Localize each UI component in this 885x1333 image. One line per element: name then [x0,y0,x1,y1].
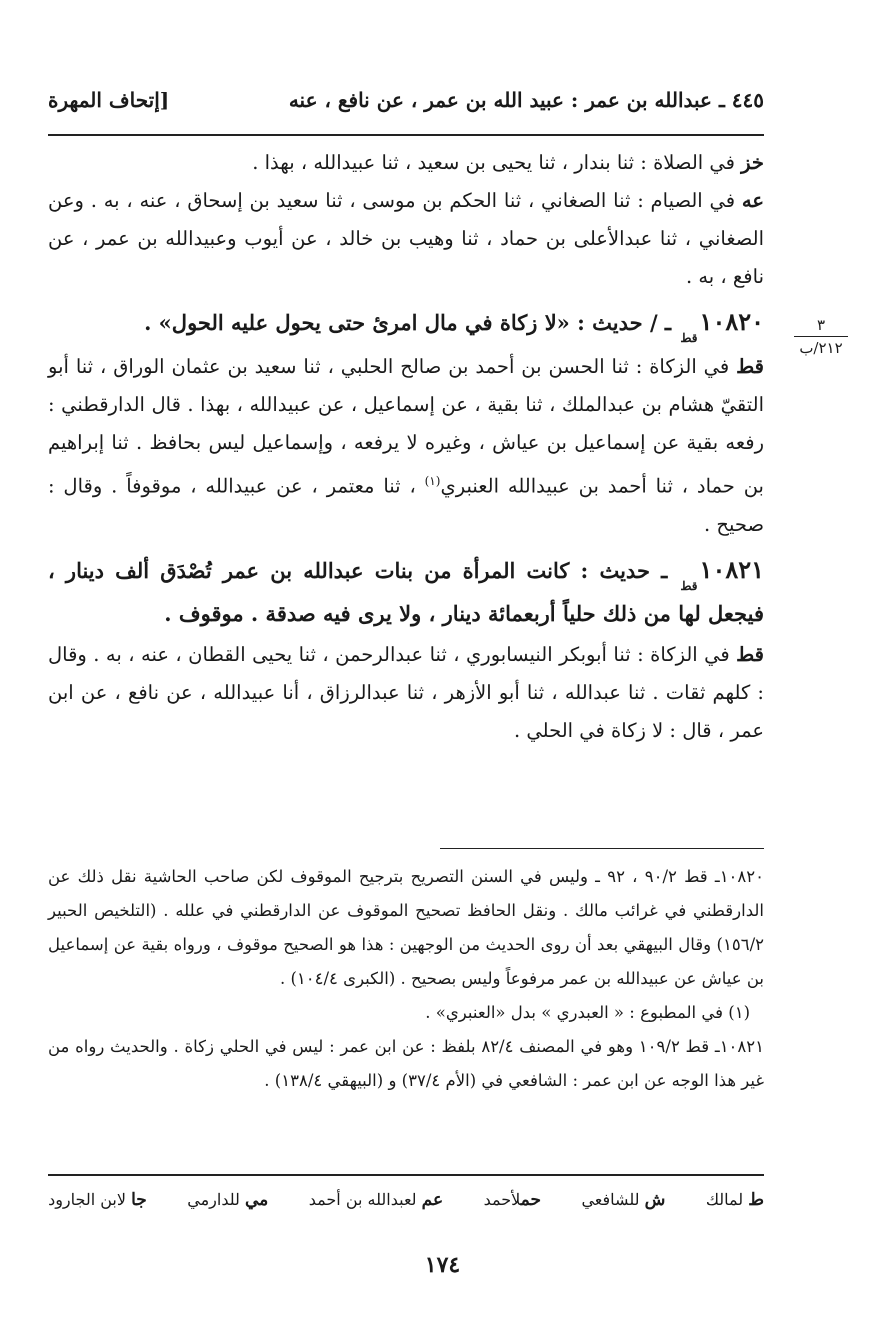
footnotes [48,860,764,1098]
footnote-1: (١) في المطبوع : « العبدري » بدل «العنبري» . [425,1003,750,1022]
paragraph-text: في الصيام : ثنا الصغاني ، ثنا الحكم بن موسى ، ثنا سعيد بن إسحاق ، عنه ، به . وعن الصغاني ، ثنا عبدالأعلى بن حماد ، ثنا وهيب بن خالد ، عن أيوب وعبيدالله بن عمر ، عن نافع ، به . [48,189,764,288]
page-number: ١٧٤ [424,1252,461,1278]
abbreviation-legend [48,1190,764,1210]
footnote-10820: ١٠٨٢٠ـ قط ٩٠/٢ ، ٩٢ ـ وليس في السنن التصريح بترجيح الموقوف لكن صاحب الحاشية نقل ذلك عن الدارقطني في غرائب مالك . ونقل الحافظ تصحيح الموقوف عن الدارقطني في علله . (التلخيص الحبير ١٥٦/٢) وقال البيهقي بعد أن روى الحديث من الوجهين : هذا هو الصحيح موقوف ، ورواه بقية عن إسماعيل بن عياش عن عبيدالله بن عمر مرفوعاً وليس بصحيح . (الكبرى ١٠٤/٤) . [48,867,764,988]
hadith-number: ١٠٨٢٠ [699,307,764,336]
hadith-10820 [48,302,764,346]
footnote-rule [440,848,764,849]
legend-rule [48,1174,764,1176]
paragraph-1 [48,144,764,182]
hadith-text: ـ / حديث : «لا زكاة في مال امرئ حتى يحول عليه الحول» . [144,310,679,335]
legend-item: مي للدارمي [187,1190,269,1210]
source-code: عه [741,189,764,212]
paragraph-3 [48,348,764,544]
main-text [48,144,764,750]
legend-item: ش للشافعي [581,1190,666,1210]
paragraph-text-cont: ، ثنا معتمر ، عن عبيدالله ، موقوفاً . وقال : صحيح . [48,474,764,536]
source-code: قط [736,642,764,666]
hadith-10821 [48,550,764,634]
legend-item: عم لعبدالله بن أحمد [308,1190,444,1210]
paragraph-text: في الزكاة : ثنا أبوبكر النيسابوري ، ثنا عبدالرحمن ، ثنا يحيى القطان ، عنه ، به . وقال : كلهم ثقات . ثنا عبدالله ، ثنا أبو الأزهر ، ثنا عبدالرزاق ، أنا عبيدالله ، عن نافع ، عن ابن عمر ، قال : لا زكاة في الحلي . [48,642,764,742]
hadith-number: ١٠٨٢١ [699,554,764,584]
margin-folio-top: ٣ [816,316,826,334]
source-code: قط [736,355,764,378]
margin-folio-note [790,316,852,357]
hadith-source-mark: قط [680,578,698,593]
chapter-title: ٤٤٥ ـ عبدالله بن عمر : عبيد الله بن عمر ، عن نافع ، عنه [288,88,764,112]
book-title: [إتحاف المهرة [48,88,170,112]
hadith-source-mark: قط [680,331,698,345]
paragraph-text: في الزكاة : ثنا الحسن بن أحمد بن صالح الحلبي ، ثنا سعيد بن عثمان الوراق ، ثنا أبو التقيّ هشام بن عبدالملك ، ثنا بقية ، عن إسماعيل ، عن عبيدالله ، بهذا . قال الدارقطني : رفعه بقية عن إسماعيل بن عياش ، وغيره لا يرفعه ، وإسماعيل ليس بحافظ . ثنا إبراهيم بن حماد ، ثنا أحمد بن عبيدالله العنبري [48,355,764,498]
running-header [48,82,764,122]
legend-item: ط لمالك [705,1190,764,1210]
footnote-10821: ١٠٨٢١ـ قط ١٠٩/٢ وهو في المصنف ٨٢/٤ بلفظ : عن ابن عمر : ليس في الحلي زكاة . والحديث رواه من غير هذا الوجه عن ابن عمر : الشافعي في (الأم ٣٧/٤) و (البيهقي ١٣٨/٤) . [48,1037,764,1090]
margin-folio-divider [794,336,848,337]
margin-folio-bottom: ٢١٢/ب [799,339,843,357]
source-code: خز [741,151,764,174]
paragraph-4 [48,636,764,750]
paragraph-2 [48,182,764,296]
paragraph-text: في الصلاة : ثنا بندار ، ثنا يحيى بن سعيد ، ثنا عبيدالله ، بهذا . [252,151,742,174]
hadith-text: ـ حديث : كانت المرأة من بنات عبدالله بن عمر تُصْدَق ألف دينار ، فيجعل لها من ذلك حلياً أربعمائة دينار ، ولا يرى فيه صدقة . موقوف . [48,557,764,626]
legend-item: حملأحمد [483,1190,542,1210]
header-rule [48,134,764,136]
legend-item: جا لابن الجارود [48,1190,147,1210]
footnote-ref: (١) [424,474,441,488]
